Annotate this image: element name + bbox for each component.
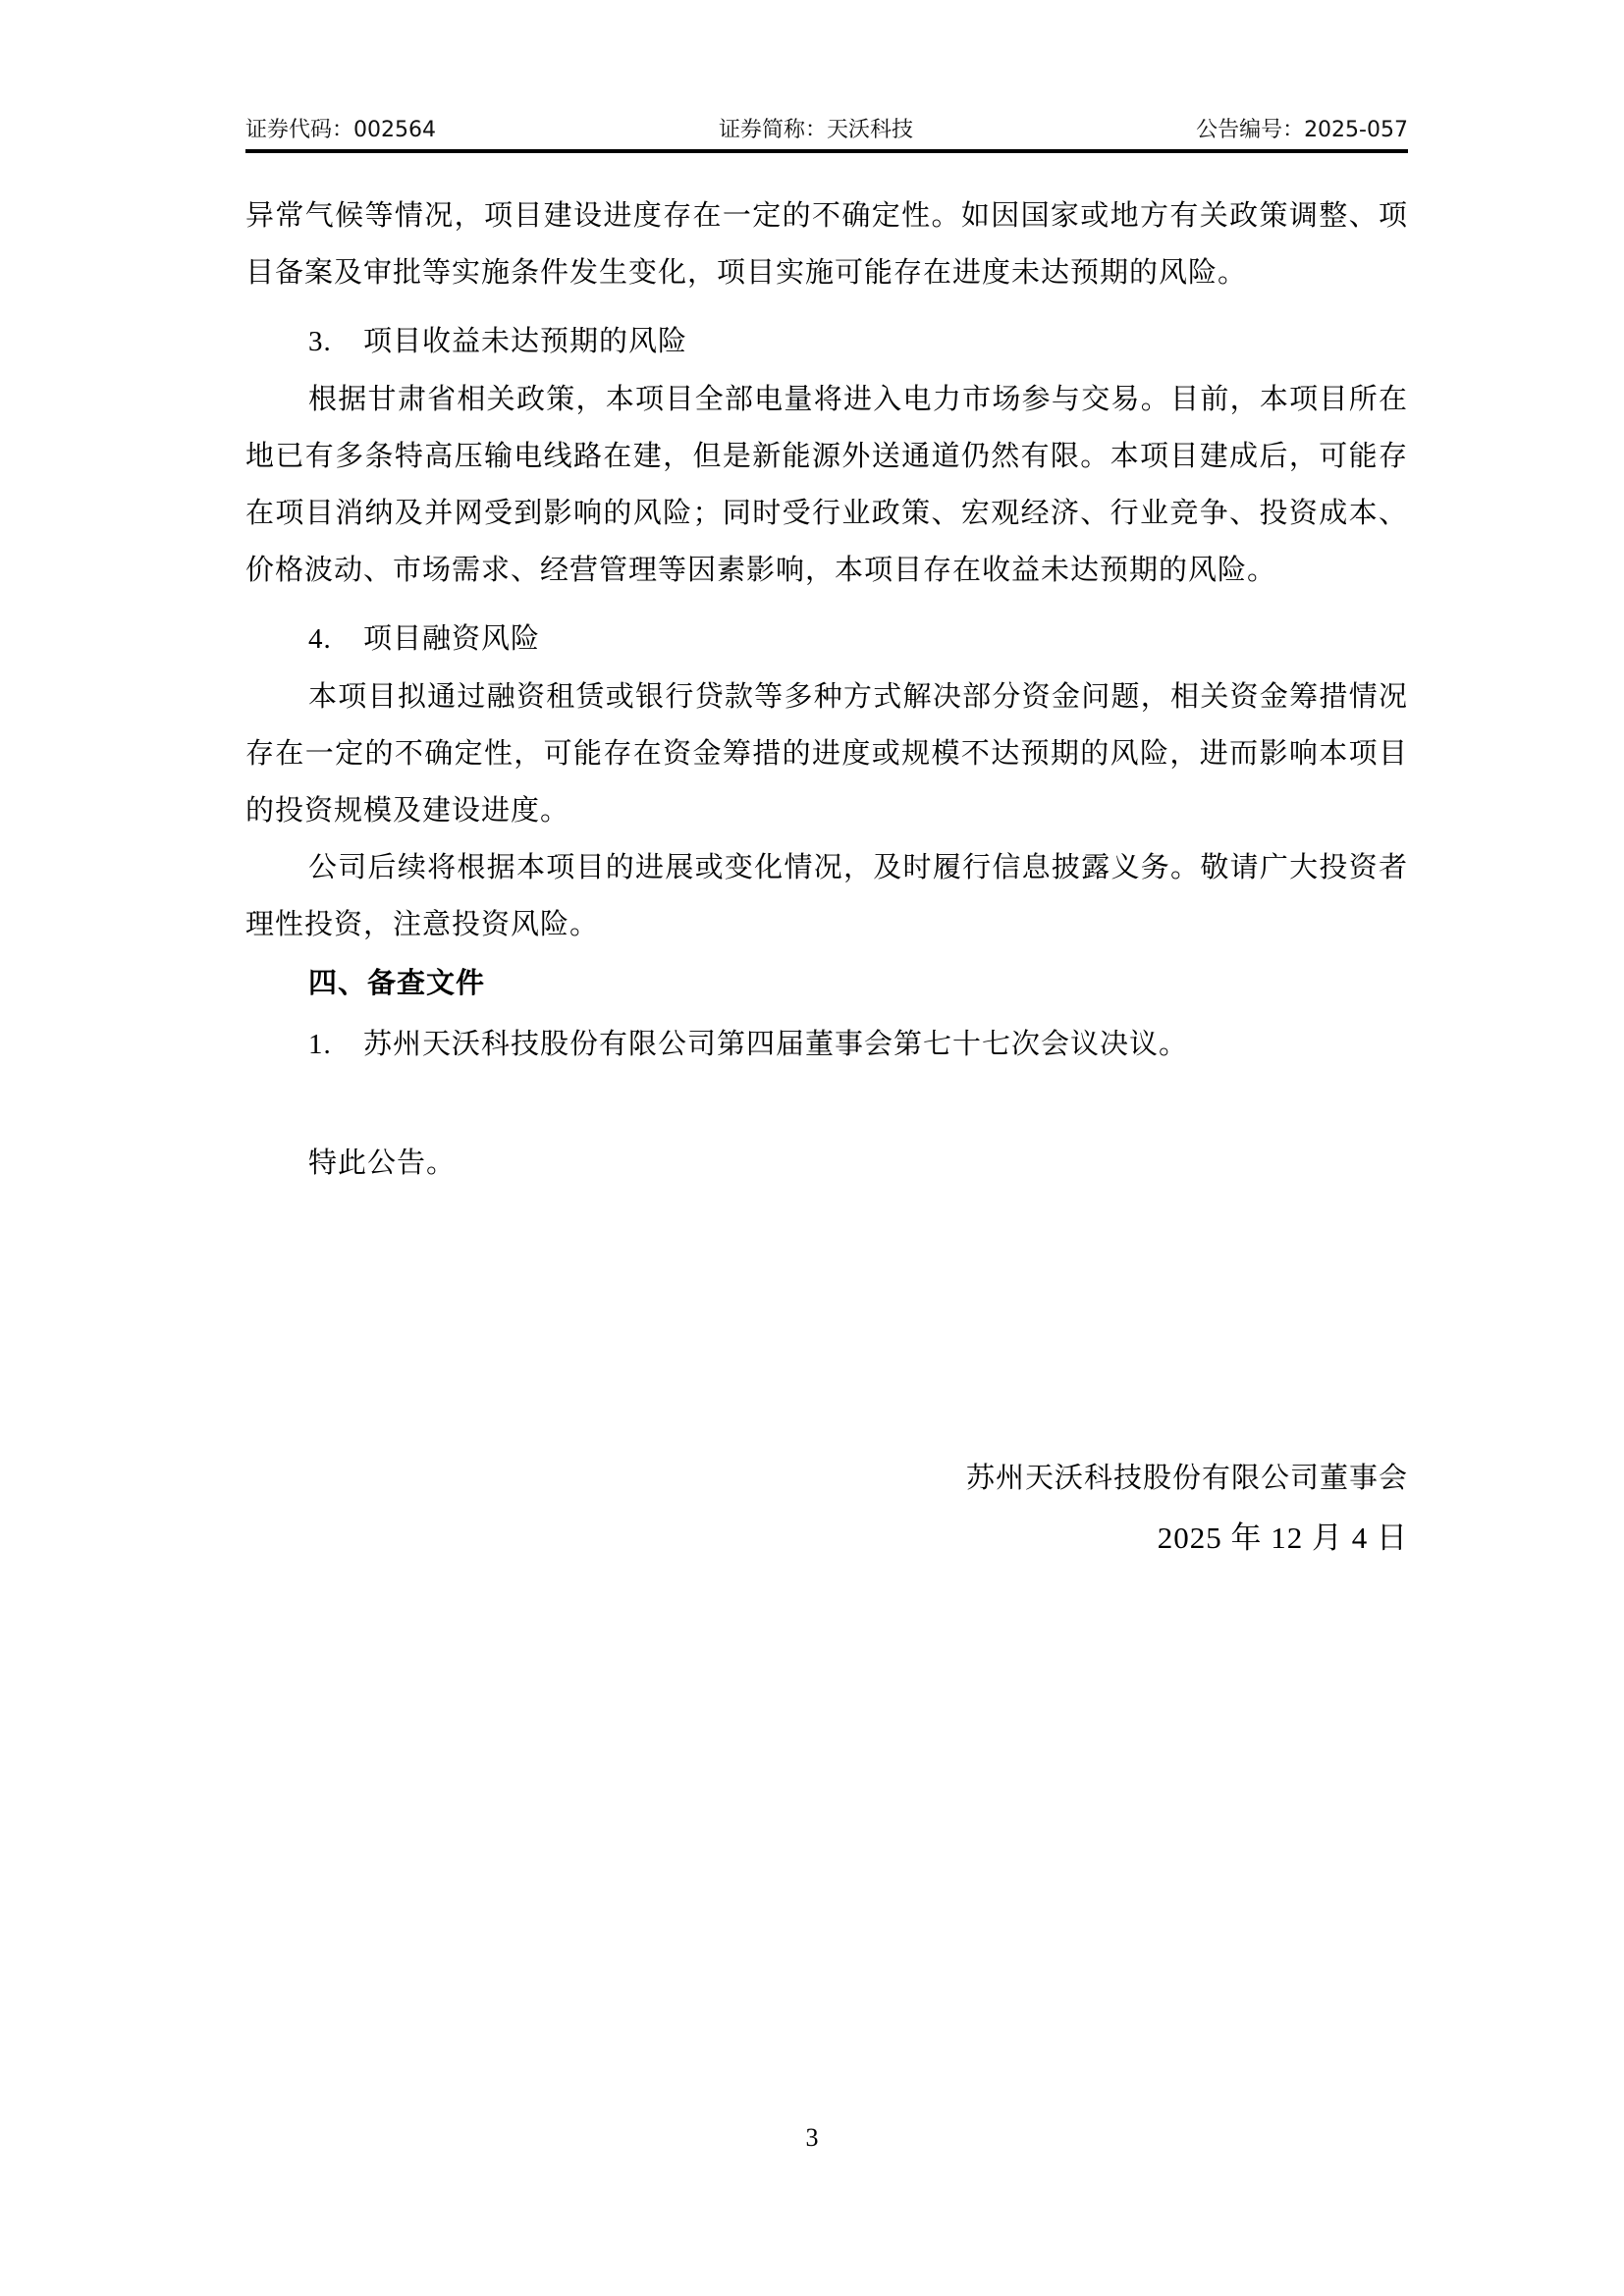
document-body [245,187,1408,1191]
stock-code: 证券代码：002564 [245,118,436,142]
risk-3-title: 项目收益未达预期的风险 [363,324,688,357]
risk-3-heading [245,312,1408,370]
closing-statement: 特此公告。 [308,1146,457,1179]
risk-4-heading [245,610,1408,667]
follow-up-paragraph: 公司后续将根据本项目的进展或变化情况，及时履行信息披露义务。敬请广大投资者理性投资，注意投资风险。 [245,850,1408,940]
announcement-number: 公告编号：2025-057 [1196,118,1408,142]
continued-paragraph: 异常气候等情况，项目建设进度存在一定的不确定性。如因国家或地方有关政策调整、项目备案及审批等实施条件发生变化，项目实施可能存在进度未达预期的风险。 [245,198,1408,289]
header-divider [245,149,1408,153]
risk-4-paragraph: 本项目拟通过融资租赁或银行贷款等多种方式解决部分资金问题，相关资金筹措情况存在一定的不确定性，可能存在资金筹措的进度或规模不达预期的风险，进而影响本项目的投资规模及建设进度。 [245,679,1408,827]
signatory-company: 苏州天沃科技股份有限公司董事会 [965,1461,1408,1494]
signature-date: 2025 年 12 月 4 日 [1157,1521,1408,1555]
page-number: 3 [805,2123,819,2152]
reference-item-number: 1. [308,1029,332,1060]
risk-3-number: 3. [308,326,332,357]
section-4-title: 四、备查文件 [308,966,486,999]
risk-4-number: 4. [308,623,332,655]
stock-name: 证券简称：天沃科技 [719,118,914,142]
page-header [245,116,1408,145]
signature-block [966,1447,1408,1569]
risk-4-title: 项目融资风险 [363,621,541,655]
risk-3-paragraph: 根据甘肃省相关政策，本项目全部电量将进入电力市场参与交易。目前，本项目所在地已有多条特高压输电线路在建，但是新能源外送通道仍然有限。本项目建成后，可能存在项目消纳及并网受到影响的风险；同时受行业政策、宏观经济、行业竞争、投资成本、价格波动、市场需求、经营管理等因素影响，本项目存在收益未达预期的风险。 [245,382,1408,586]
reference-item-text: 苏州天沃科技股份有限公司第四届董事会第七十七次会议决议。 [363,1027,1189,1060]
reference-document-item [245,1015,1408,1073]
